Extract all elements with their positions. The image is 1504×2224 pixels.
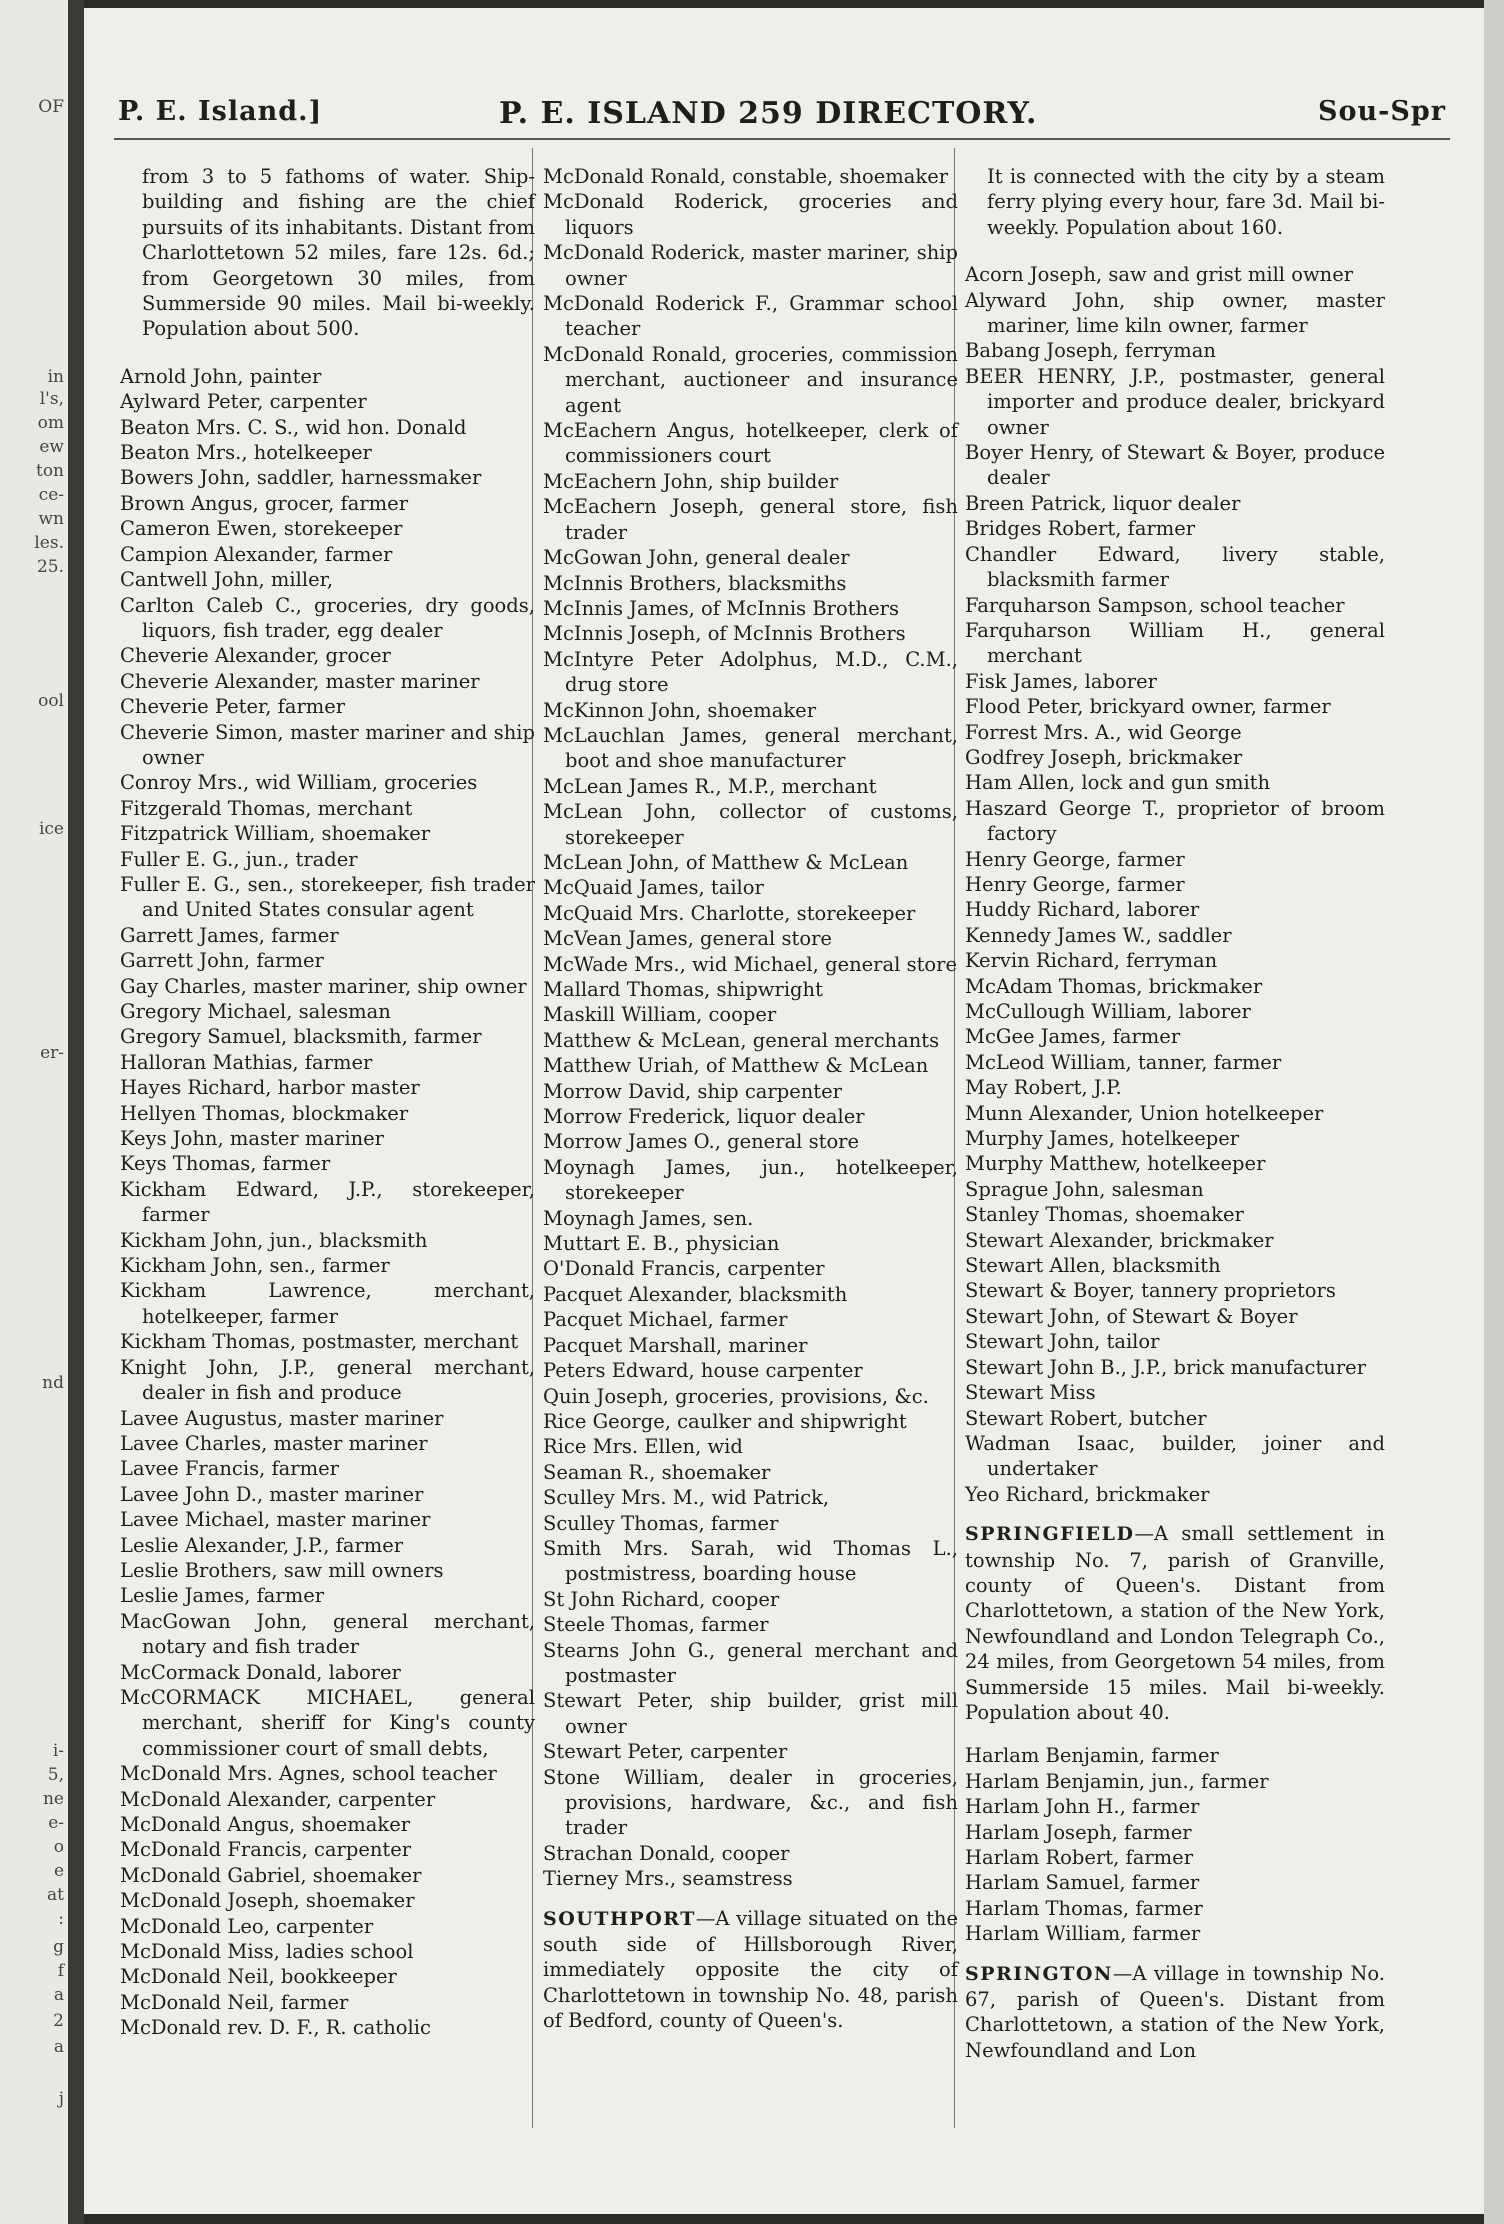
place-description: from 3 to 5 fathoms of water. Ship-building and fishing are the chief pursuits of its inhabitants. Distant from Charlottetown 52 miles, fare 12s. 6d.; from Georgetown 30 miles, from Summerside 90 miles. Mail bi-weekly. Population about 500. [142, 165, 535, 341]
directory-entry: McDonald Roderick F., Grammar school teacher [543, 292, 958, 341]
directory-entry: Morrow James O., general store [543, 1130, 860, 1154]
entry-list [120, 364, 535, 2041]
directory-entry: McGowan John, general dealer [543, 546, 850, 570]
directory-entry: Kennedy James W., saddler [965, 923, 1232, 947]
directory-entry: Harlam Benjamin, farmer [965, 1744, 1219, 1768]
directory-entry: Gay Charles, master mariner, ship owner [120, 974, 527, 998]
facing-page-fragment: a [53, 2037, 64, 2057]
directory-entry: Harlam John H., farmer [965, 1795, 1200, 1819]
directory-entry: Moynagh James, sen. [543, 1206, 754, 1230]
facing-page-fragment: at [47, 1885, 64, 1905]
place-name: SPRINGTON [965, 1962, 1113, 1985]
directory-entry: Morrow Frederick, liquor dealer [543, 1105, 865, 1129]
directory-entry: Stewart John B., J.P., brick manufacturer [965, 1355, 1367, 1379]
directory-entry: Mallard Thomas, shipwright [543, 978, 823, 1001]
directory-entry: McDonald Roderick, groceries and liquors [543, 190, 958, 239]
facing-page-fragment: g [53, 1937, 64, 1957]
directory-entry: Stewart Miss [965, 1381, 1096, 1405]
directory-entry: Lavee Francis, farmer [120, 1457, 339, 1481]
directory-entry: McGee James, farmer [965, 1025, 1181, 1049]
directory-entry: Stewart & Boyer, tannery proprietors [965, 1279, 1336, 1303]
directory-entry: McCormack Donald, laborer [120, 1660, 401, 1684]
directory-entry: Gregory Samuel, blacksmith, farmer [120, 1025, 482, 1049]
facing-page-fragment: om [37, 413, 64, 433]
directory-entry: Farquharson William H., general merchant [965, 618, 1385, 668]
facing-page-fragment: OF [38, 97, 64, 117]
directory-entry: Boyer Henry, of Stewart & Boyer, produce dealer [965, 441, 1385, 490]
place-description: —A small settlement in township No. 7, parish of Granville, county of Queen's. Distant from Charlottetown, a station of the New York, Newfoundland and London Telegraph Co., 24 miles, from Georgetown 54 miles, from Summerside 15 miles. Mail bi-weekly. Population about 40. [965, 1522, 1385, 1724]
directory-entry: Stewart John, of Stewart & Boyer [965, 1304, 1298, 1328]
directory-entry: McLeod William, tanner, farmer [965, 1050, 1282, 1074]
directory-entry: Quin Joseph, groceries, provisions, &c. [543, 1384, 929, 1408]
place-description: —A village in township No. 67, parish of Queen's. Distant from Charlottetown, a station of the New York, Newfoundland and Lon [965, 1961, 1385, 2062]
directory-entry: MacGowan John, general merchant, notary and fish trader [120, 1609, 535, 1659]
directory-entry: McDonald Ronald, constable, shoemaker [543, 165, 949, 188]
place-name: SPRINGFIELD [965, 1523, 1135, 1546]
directory-entry: McIntyre Peter Adolphus, M.D., C.M., drug store [543, 647, 958, 697]
directory-entry: Maskill William, cooper [543, 1003, 777, 1027]
facing-page-fragment: e- [48, 1813, 64, 1833]
directory-entry: Alyward John, ship owner, master mariner, lime kiln owner, farmer [965, 288, 1385, 338]
directory-entry: McDonald Francis, carpenter [120, 1838, 412, 1862]
running-head-right: Sou-Spr [1318, 96, 1446, 127]
facing-page-fragment: a [53, 1985, 64, 2005]
column-2 [543, 164, 958, 2052]
directory-entry: Seaman R., shoemaker [543, 1460, 771, 1484]
directory-entry: McInnis James, of McInnis Brothers [543, 596, 899, 620]
directory-entry: Pacquet Alexander, blacksmith [543, 1282, 848, 1306]
directory-entry: Knight John, J.P., general merchant, dealer in fish and produce [120, 1355, 535, 1405]
entry-list [965, 262, 1385, 1507]
directory-entry: Henry George, farmer [965, 872, 1185, 896]
directory-entry: Haszard George T., proprietor of broom factory [965, 796, 1385, 846]
facing-page-fragment: : [58, 1909, 64, 1929]
directory-entry: McDonald Ronald, groceries, commission merchant, auctioneer and insurance agent [543, 342, 958, 417]
directory-entry: Ham Allen, lock and gun smith [965, 771, 1271, 795]
facing-page-fragment: o [53, 1837, 64, 1857]
directory-entry: Fisk James, laborer [965, 669, 1157, 693]
directory-entry: Smith Mrs. Sarah, wid Thomas L., postmistress, boarding house [543, 1536, 958, 1586]
directory-entry: Kickham Lawrence, merchant, hotelkeeper, farmer [120, 1279, 535, 1328]
facing-page-fragment: 25. [36, 557, 64, 577]
directory-entry: Breen Patrick, liquor dealer [965, 491, 1241, 515]
directory-entry: Kickham John, sen., farmer [120, 1254, 390, 1278]
directory-entry: McDonald Alexander, carpenter [120, 1787, 436, 1811]
directory-entry: Murphy James, hotelkeeper [965, 1127, 1240, 1151]
directory-entry: Stearns John G., general merchant and postmaster [543, 1638, 958, 1687]
directory-entry: Harlam Robert, farmer [965, 1846, 1194, 1869]
directory-entry: McCORMACK MICHAEL, general merchant, sheriff for King's county commissioner court of small debts, [120, 1685, 535, 1760]
directory-entry: Campion Alexander, farmer [120, 542, 393, 566]
facing-page-fragment: 5, [47, 1765, 64, 1785]
directory-entry: McCullough William, laborer [965, 1000, 1251, 1023]
facing-page-fragment: i- [52, 1741, 64, 1761]
directory-entry: Lavee John D., master mariner [120, 1482, 424, 1506]
entry-list [965, 1743, 1385, 1946]
directory-entry: Beaton Mrs., hotelkeeper [120, 441, 372, 465]
directory-entry: Brown Angus, grocer, farmer [120, 491, 409, 515]
directory-entry: Kervin Richard, ferryman [965, 949, 1218, 973]
directory-entry: Lavee Augustus, master mariner [120, 1406, 444, 1430]
directory-entry: McKinnon John, shoemaker [543, 698, 817, 722]
directory-entry: Harlam Thomas, farmer [965, 1896, 1203, 1920]
directory-entry: Godfrey Joseph, brickmaker [965, 745, 1243, 769]
directory-entry: Cantwell John, miller, [120, 568, 334, 592]
facing-page-fragment: e [53, 1861, 64, 1881]
directory-entry: Murphy Matthew, hotelkeeper [965, 1152, 1266, 1176]
directory-entry: St John Richard, cooper [543, 1587, 780, 1611]
directory-entry: Harlam William, farmer [965, 1922, 1201, 1946]
header-rule [114, 138, 1450, 140]
directory-entry: Leslie Alexander, J.P., farmer [120, 1533, 404, 1557]
facing-page-fragment: er- [40, 1043, 64, 1063]
directory-entry: Bridges Robert, farmer [965, 517, 1196, 541]
directory-entry: Harlam Benjamin, jun., farmer [965, 1769, 1269, 1793]
directory-entry: Fuller E. G., sen., storekeeper, fish trader and United States consular agent [120, 872, 535, 922]
place-description: It is connected with the city by a steam ferry plying every hour, fare 3d. Mail bi-weekly. Population about 160. [987, 165, 1385, 239]
directory-entry: McDonald Mrs. Agnes, school teacher [120, 1762, 497, 1786]
directory-entry: McDonald Gabriel, shoemaker [120, 1863, 422, 1887]
directory-entry: Arnold John, painter [120, 364, 322, 388]
directory-entry: Cheverie Alexander, master mariner [120, 669, 480, 693]
directory-entry: Keys Thomas, farmer [120, 1152, 331, 1176]
directory-entry: Forrest Mrs. A., wid George [965, 720, 1242, 744]
facing-page-fragment: nd [42, 1373, 64, 1393]
directory-entry: McDonald rev. D. F., R. catholic [120, 2016, 431, 2040]
directory-entry: Pacquet Marshall, mariner [543, 1333, 808, 1357]
directory-entry: Munn Alexander, Union hotelkeeper [965, 1101, 1324, 1125]
directory-entry: Cheverie Peter, farmer [120, 695, 346, 719]
directory-entry: McWade Mrs., wid Michael, general store [543, 952, 958, 976]
directory-entry: Conroy Mrs., wid William, groceries [120, 771, 478, 795]
directory-entry: Cameron Ewen, storekeeper [120, 517, 403, 541]
directory-entry: Garrett John, farmer [120, 949, 324, 973]
directory-entry: McVean James, general store [543, 927, 832, 951]
place-heading-springfield [965, 1521, 1385, 1725]
directory-entry: McLauchlan James, general merchant, boot and shoe manufacturer [543, 723, 958, 773]
directory-entry: Leslie James, farmer [120, 1584, 325, 1608]
directory-entry: Rice Mrs. Ellen, wid [543, 1435, 743, 1459]
directory-entry: Beaton Mrs. C. S., wid hon. Donald [120, 415, 467, 439]
directory-page [84, 8, 1484, 2214]
directory-entry: Harlam Samuel, farmer [965, 1871, 1200, 1895]
directory-entry: Flood Peter, brickyard owner, farmer [965, 695, 1331, 719]
directory-entry: Steele Thomas, farmer [543, 1613, 769, 1637]
facing-page-fragment: ne [42, 1789, 64, 1809]
directory-entry: Lavee Charles, master mariner [120, 1431, 428, 1455]
directory-entry: Aylward Peter, carpenter [120, 390, 367, 414]
directory-entry: Stewart Alexander, brickmaker [965, 1228, 1274, 1252]
column-3 [965, 164, 1385, 2081]
directory-entry: Strachan Donald, cooper [543, 1841, 790, 1865]
facing-page-fragment: ice [38, 819, 64, 839]
directory-entry: Chandler Edward, livery stable, blacksmith farmer [965, 542, 1385, 592]
directory-entry: Matthew & McLean, general merchants [543, 1028, 940, 1052]
facing-page-fragment: ew [39, 437, 64, 457]
facing-page-fragment: f [57, 1961, 64, 1981]
directory-entry: Fuller E. G., jun., trader [120, 847, 358, 871]
facing-page-fragment: 2 [53, 2011, 64, 2031]
directory-entry: McAdam Thomas, brickmaker [965, 974, 1263, 998]
directory-entry: McDonald Leo, carpenter [120, 1914, 374, 1938]
directory-entry: Halloran Mathias, farmer [120, 1050, 373, 1074]
directory-entry: Lavee Michael, master mariner [120, 1508, 431, 1532]
directory-entry: McInnis Brothers, blacksmiths [543, 571, 847, 595]
directory-entry: Kickham John, jun., blacksmith [120, 1228, 428, 1252]
directory-entry: Kickham Edward, J.P., storekeeper, farmer [120, 1177, 535, 1227]
book-gutter [68, 0, 84, 2224]
directory-entry: Hellyen Thomas, blockmaker [120, 1101, 409, 1125]
directory-entry: Leslie Brothers, saw mill owners [120, 1558, 444, 1582]
place-name: SOUTHPORT [543, 1907, 696, 1930]
facing-page-fragment: ce- [38, 485, 64, 505]
directory-entry: Stewart Peter, carpenter [543, 1740, 788, 1764]
directory-entry: Sculley Mrs. M., wid Patrick, [543, 1486, 830, 1510]
directory-entry: Acorn Joseph, saw and grist mill owner [965, 263, 1354, 287]
facing-page-fragment: ton [35, 461, 64, 481]
directory-entry: McLean John, of Matthew & McLean [543, 850, 909, 874]
directory-entry: Kickham Thomas, postmaster, merchant [120, 1330, 519, 1354]
directory-entry: Stewart John, tailor [965, 1330, 1160, 1354]
directory-entry: Stewart Peter, ship builder, grist mill owner [543, 1689, 958, 1738]
page-edge-right [1484, 0, 1504, 2224]
directory-entry: Stanley Thomas, shoemaker [965, 1203, 1244, 1227]
directory-entry: McDonald Roderick, master mariner, ship owner [543, 241, 958, 290]
directory-entry: Pacquet Michael, farmer [543, 1308, 788, 1332]
directory-entry: Babang Joseph, ferryman [965, 339, 1216, 363]
facing-page-fragment: l's, [39, 389, 64, 409]
directory-entry: Yeo Richard, brickmaker [965, 1482, 1210, 1506]
directory-entry: McDonald Joseph, shoemaker [120, 1889, 415, 1913]
directory-entry: McDonald Neil, bookkeeper [120, 1965, 397, 1989]
directory-entry: Fitzgerald Thomas, merchant [120, 796, 413, 820]
directory-entry: Fitzpatrick William, shoemaker [120, 822, 431, 846]
directory-entry: Garrett James, farmer [120, 923, 339, 947]
directory-entry: BEER HENRY, J.P., postmaster, general importer and produce dealer, brickyard owner [965, 364, 1385, 439]
directory-entry: Wadman Isaac, builder, joiner and undertaker [965, 1431, 1385, 1481]
directory-entry: McQuaid Mrs. Charlotte, storekeeper [543, 901, 916, 925]
directory-entry: Peters Edward, house carpenter [543, 1359, 863, 1383]
entry-list [543, 164, 958, 1892]
directory-entry: Bowers John, saddler, harnessmaker [120, 466, 482, 490]
directory-entry: McLean James R., M.P., merchant [543, 774, 877, 798]
directory-entry: Rice George, caulker and shipwright [543, 1409, 907, 1433]
directory-entry: May Robert, J.P. [965, 1076, 1122, 1100]
directory-entry: Moynagh James, jun., hotelkeeper, storekeeper [543, 1155, 958, 1205]
directory-entry: O'Donald Francis, carpenter [543, 1257, 825, 1281]
directory-entry: Keys John, master mariner [120, 1127, 384, 1151]
facing-page-fragment: j [58, 2089, 64, 2109]
directory-entry: Muttart E. B., physician [543, 1232, 780, 1256]
directory-entry: McEachern Joseph, general store, fish trader [543, 495, 958, 544]
place-description: —A village situated on the south side of Hillsborough River, immediately opposite the city of Charlottetown in township No. 48, parish of Bedford, county of Queen's. [543, 1906, 958, 2033]
directory-entry: McEachern Angus, hotelkeeper, clerk of commissioners court [543, 419, 958, 468]
directory-entry: Stewart Robert, butcher [965, 1406, 1207, 1430]
directory-entry: McDonald Angus, shoemaker [120, 1813, 411, 1836]
directory-entry: Hayes Richard, harbor master [120, 1076, 420, 1100]
running-head-title: P. E. ISLAND 259 DIRECTORY. [499, 96, 1038, 131]
facing-page-fragment: in [47, 367, 64, 387]
directory-entry: Stewart Allen, blacksmith [965, 1254, 1221, 1278]
directory-entry: Henry George, farmer [965, 847, 1185, 871]
running-head-left: P. E. Island.] [118, 96, 323, 127]
facing-page-fragment: ool [38, 691, 64, 711]
directory-entry: Huddy Richard, laborer [965, 898, 1200, 922]
facing-page-fragment: les. [34, 533, 64, 553]
place-heading-southport [543, 1906, 958, 2034]
directory-entry: McInnis Joseph, of McInnis Brothers [543, 622, 906, 646]
directory-entry: McDonald Miss, ladies school [120, 1940, 414, 1964]
directory-entry: McQuaid James, tailor [543, 876, 764, 900]
directory-entry: McLean John, collector of customs, storekeeper [543, 800, 958, 849]
directory-entry: McEachern John, ship builder [543, 469, 839, 493]
directory-entry: Cheverie Alexander, grocer [120, 644, 391, 668]
previous-page-edge [0, 0, 68, 2224]
directory-entry: Stone William, dealer in groceries, provisions, hardware, &c., and fish trader [543, 1765, 958, 1840]
directory-entry: Cheverie Simon, master mariner and ship owner [120, 720, 535, 769]
column-1 [120, 164, 535, 2041]
facing-page-fragment: wn [38, 509, 64, 529]
running-head [84, 84, 1484, 144]
directory-entry: Tierney Mrs., seamstress [543, 1867, 793, 1891]
directory-entry: McDonald Neil, farmer [120, 1990, 349, 2014]
directory-entry: Morrow David, ship carpenter [543, 1079, 843, 1103]
directory-entry: Matthew Uriah, of Matthew & McLean [543, 1054, 929, 1078]
directory-entry: Harlam Joseph, farmer [965, 1820, 1192, 1844]
directory-entry: Farquharson Sampson, school teacher [965, 593, 1345, 617]
directory-entry: Gregory Michael, salesman [120, 1000, 391, 1023]
directory-entry: Sculley Thomas, farmer [543, 1511, 779, 1535]
place-heading-springton [965, 1961, 1385, 2064]
directory-entry: Sprague John, salesman [965, 1177, 1204, 1201]
directory-entry: Carlton Caleb C., groceries, dry goods, liquors, fish trader, egg dealer [120, 593, 535, 642]
